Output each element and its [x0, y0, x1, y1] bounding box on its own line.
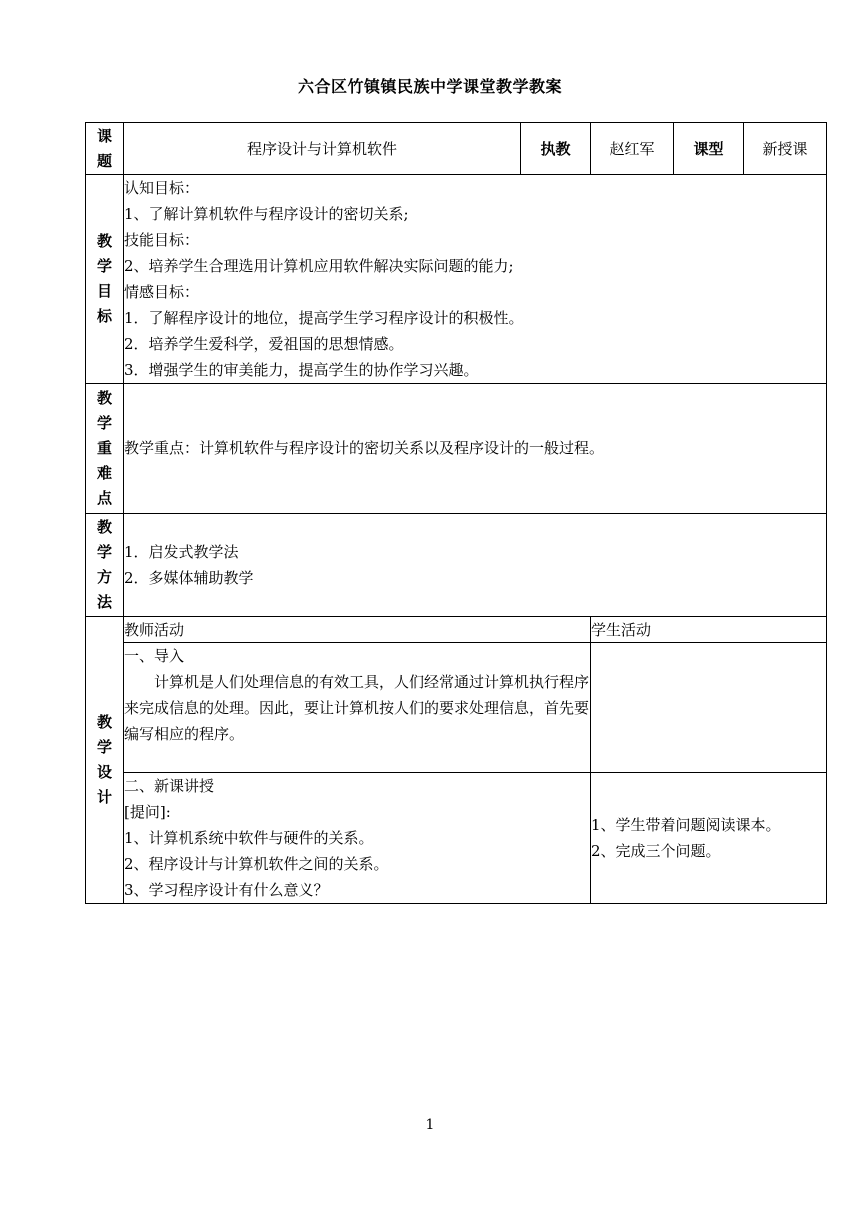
design-label: 教 学 设 计 — [86, 617, 124, 904]
student-activity-line: 2、完成三个问题。 — [591, 842, 721, 860]
objectives-label: 教 学 目 标 — [86, 175, 124, 384]
methods-row — [86, 514, 827, 617]
objective-line: 2．培养学生爱科学，爱祖国的思想情感。 — [124, 335, 404, 353]
design-header-row — [86, 617, 827, 643]
key-points-row — [86, 384, 827, 514]
objective-line: 技能目标： — [124, 231, 200, 249]
objective-line: 情感目标： — [124, 283, 200, 301]
intro-body: 计算机是人们处理信息的有效工具，人们经常通过计算机执行程序来完成信息的处理。因此，要让计算机按人们的要求处理信息，首先要编写相应的程序。 — [124, 673, 590, 743]
objectives-row — [86, 175, 827, 384]
teacher-label: 执教 — [521, 123, 591, 175]
intro-teacher-cell — [124, 643, 591, 773]
lecture-question: 2、程序设计与计算机软件之间的关系。 — [124, 855, 389, 873]
page-title: 六合区竹镇镇民族中学课堂教学教案 — [297, 77, 562, 96]
objectives-content — [124, 175, 827, 384]
lecture-student-cell — [591, 773, 827, 904]
lecture-teacher-cell — [124, 773, 591, 904]
lecture-question: 1、计算机系统中软件与硬件的关系。 — [124, 829, 374, 847]
key-points-content — [124, 384, 827, 514]
methods-content — [124, 514, 827, 617]
student-activity-line: 1、学生带着问题阅读课本。 — [591, 816, 781, 834]
student-activity-header: 学生活动 — [591, 617, 827, 643]
method-line: 2．多媒体辅助教学 — [124, 569, 254, 587]
design-section-2 — [86, 773, 827, 904]
key-points-text: 教学重点：计算机软件与程序设计的密切关系以及程序设计的一般过程。 — [124, 438, 605, 457]
lecture-question: 3、学习程序设计有什么意义？ — [124, 881, 329, 899]
intro-heading: 一、导入 — [124, 647, 185, 665]
header-row — [86, 123, 827, 175]
key-points-label: 教 学 重 难 点 — [86, 384, 124, 514]
topic-value: 程序设计与计算机软件 — [124, 123, 521, 175]
methods-label: 教 学 方 法 — [86, 514, 124, 617]
design-section-1 — [86, 643, 827, 773]
intro-student-cell — [591, 643, 827, 773]
lecture-prompt: [提问]: — [124, 803, 171, 821]
lesson-type-label: 课型 — [674, 123, 744, 175]
objective-line: 1、了解计算机软件与程序设计的密切关系; — [124, 205, 409, 223]
method-line: 1．启发式教学法 — [124, 543, 239, 561]
lesson-plan-table — [85, 122, 827, 904]
objective-line: 1．了解程序设计的地位，提高学生学习程序设计的积极性。 — [124, 309, 524, 327]
teacher-value: 赵红军 — [591, 123, 674, 175]
teacher-activity-header: 教师活动 — [124, 617, 591, 643]
topic-label: 课 题 — [86, 123, 124, 175]
objective-line: 2、培养学生合理选用计算机应用软件解决实际问题的能力; — [124, 257, 514, 275]
objective-line: 3．增强学生的审美能力，提高学生的协作学习兴趣。 — [124, 361, 479, 379]
page-number: 1 — [425, 1117, 435, 1133]
objective-line: 认知目标： — [124, 179, 200, 197]
lesson-type-value: 新授课 — [744, 123, 827, 175]
lecture-heading: 二、新课讲授 — [124, 777, 215, 795]
